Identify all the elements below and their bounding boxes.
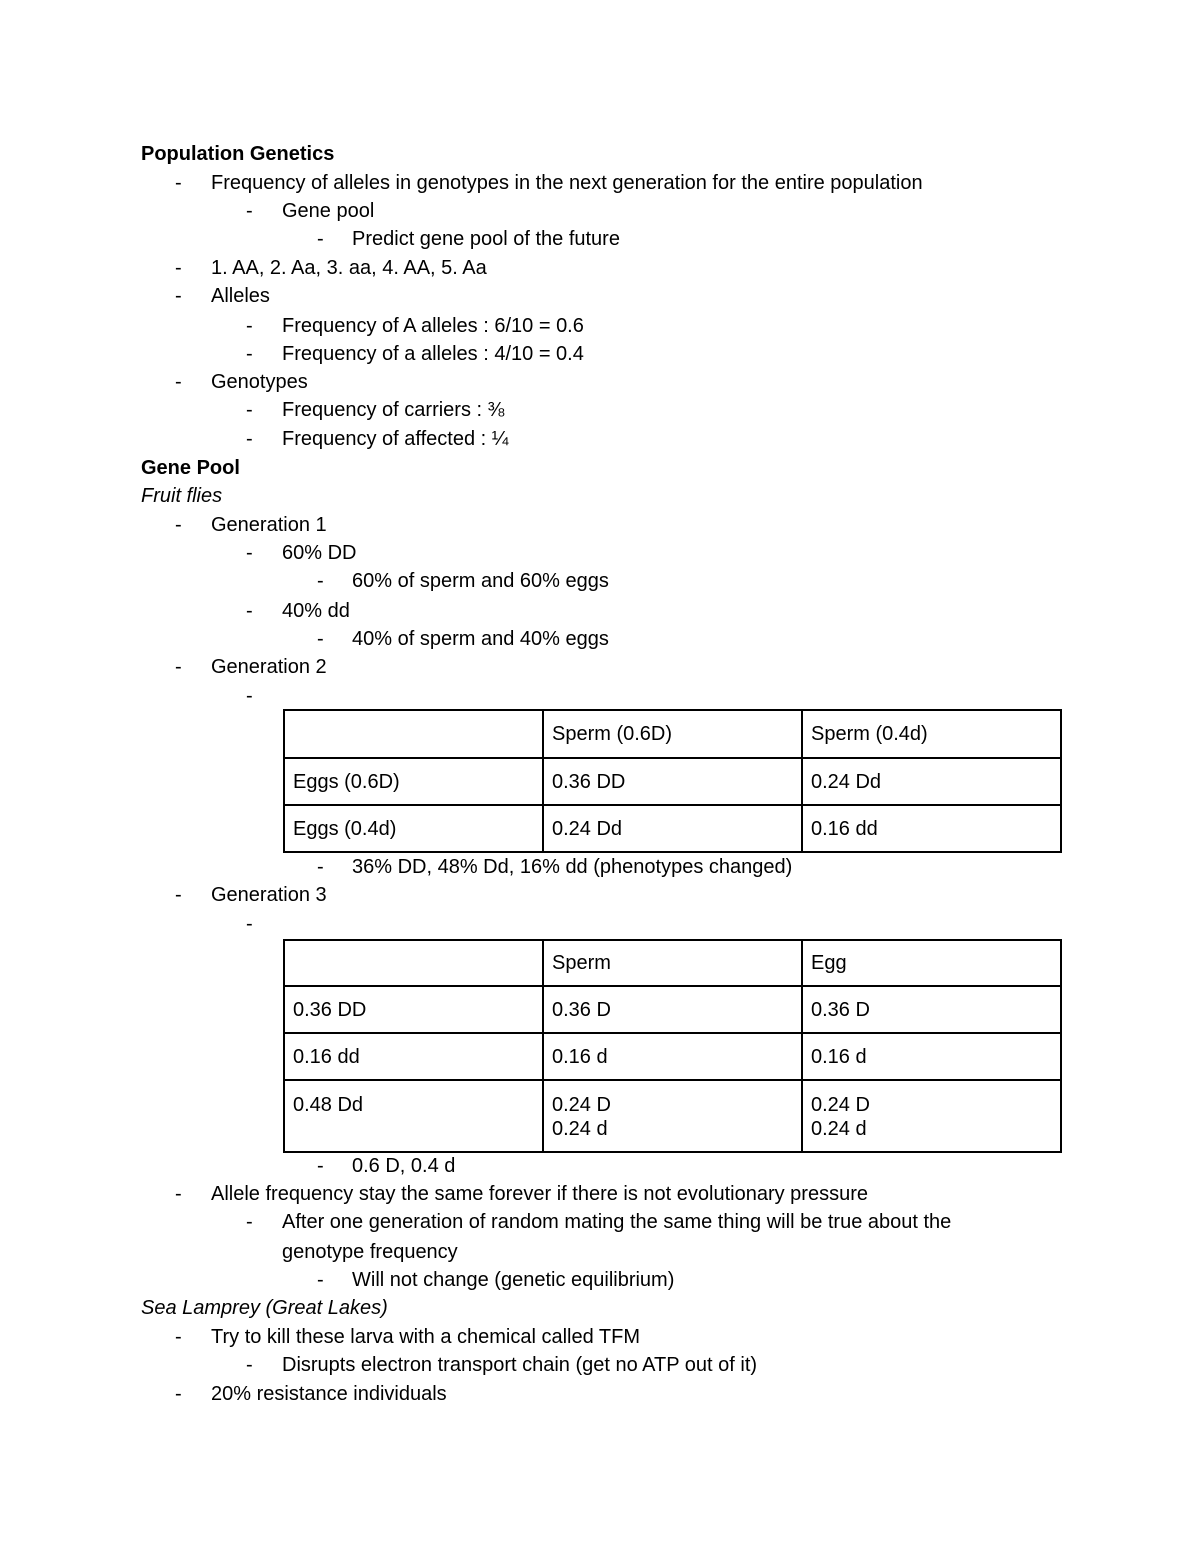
table-header-cell: Egg (802, 940, 1061, 986)
table-header-cell: Sperm (543, 940, 802, 986)
table-header-row (284, 940, 1061, 986)
table-cell: 0.16 d (802, 1033, 1061, 1080)
subheading-fruit-flies: Fruit flies (141, 485, 223, 507)
list-item: Frequency of A alleles : 6/10 = 0.6 (282, 315, 584, 337)
list-item: Disrupts electron transport chain (get no ATP out of it) (282, 1354, 758, 1376)
table-cell: 0.36 D (543, 986, 802, 1033)
list-item: Gene pool (282, 200, 375, 222)
punnett-table-generation-2 (283, 709, 1062, 853)
table-cell: Eggs (0.4d) (284, 805, 543, 852)
table-cell (543, 1080, 802, 1152)
table-cell: 0.16 dd (802, 805, 1061, 852)
list-item: Will not change (genetic equilibrium) (352, 1269, 675, 1291)
list-item: 40% of sperm and 40% eggs (352, 628, 609, 650)
list-item: 60% DD (282, 542, 357, 564)
table-header-cell: Sperm (0.4d) (802, 710, 1061, 758)
bullet-dash: - (175, 514, 182, 536)
table-cell (802, 1080, 1061, 1152)
heading-gene-pool: Gene Pool (141, 457, 240, 479)
table-cell: 0.36 DD (543, 758, 802, 805)
cell-line: 0.24 D (552, 1094, 611, 1116)
list-item: 60% of sperm and 60% eggs (352, 570, 609, 592)
table-row (284, 1033, 1061, 1080)
list-item: Frequency of a alleles : 4/10 = 0.4 (282, 343, 584, 365)
bullet-dash: - (246, 913, 253, 935)
list-item: Alleles (211, 285, 270, 307)
table-cell: 0.16 d (543, 1033, 802, 1080)
list-item: Generation 3 (211, 884, 327, 906)
table-cell: 0.36 D (802, 986, 1061, 1033)
subheading-sea-lamprey: Sea Lamprey (Great Lakes) (141, 1297, 388, 1319)
table-row (284, 805, 1061, 852)
bullet-dash: - (175, 172, 182, 194)
list-item: After one generation of random mating the same thing will be true about the (282, 1211, 952, 1233)
table-cell (284, 710, 543, 758)
bullet-dash: - (317, 228, 324, 250)
table-cell (284, 940, 543, 986)
bullet-dash: - (175, 371, 182, 393)
bullet-dash: - (246, 343, 253, 365)
table-row (284, 1080, 1061, 1152)
bullet-dash: - (246, 600, 253, 622)
bullet-dash: - (175, 1183, 182, 1205)
bullet-dash: - (246, 200, 253, 222)
table-cell: 0.16 dd (284, 1033, 543, 1080)
bullet-dash: - (175, 656, 182, 678)
list-item: 20% resistance individuals (211, 1383, 447, 1405)
bullet-dash: - (246, 685, 253, 707)
bullet-dash: - (175, 257, 182, 279)
bullet-dash: - (246, 428, 253, 450)
bullet-dash: - (246, 1354, 253, 1376)
heading-population-genetics: Population Genetics (141, 143, 335, 165)
bullet-dash: - (317, 570, 324, 592)
bullet-dash: - (175, 1326, 182, 1348)
list-item: Frequency of carriers : ⅜ (282, 399, 505, 421)
bullet-dash: - (317, 628, 324, 650)
bullet-dash: - (175, 884, 182, 906)
punnett-table-generation-3 (283, 939, 1062, 1153)
table-cell: 0.24 Dd (543, 805, 802, 852)
table-row (284, 986, 1061, 1033)
table-cell: 0.48 Dd (284, 1080, 543, 1152)
list-item: 1. AA, 2. Aa, 3. aa, 4. AA, 5. Aa (211, 257, 487, 279)
list-item: 36% DD, 48% Dd, 16% dd (phenotypes changed) (352, 856, 793, 878)
table-cell: Eggs (0.6D) (284, 758, 543, 805)
table-row (284, 758, 1061, 805)
bullet-dash: - (246, 542, 253, 564)
bullet-dash: - (317, 856, 324, 878)
bullet-dash: - (317, 1269, 324, 1291)
list-item: 40% dd (282, 600, 350, 622)
bullet-dash: - (246, 1211, 253, 1233)
list-item: Try to kill these larva with a chemical called TFM (211, 1326, 641, 1348)
bullet-dash: - (246, 399, 253, 421)
list-item: Generation 2 (211, 656, 327, 678)
list-item: 0.6 D, 0.4 d (352, 1155, 456, 1177)
table-header-row (284, 710, 1061, 758)
bullet-dash: - (175, 285, 182, 307)
table-cell: 0.36 DD (284, 986, 543, 1033)
list-item: Genotypes (211, 371, 308, 393)
table-header-cell: Sperm (0.6D) (543, 710, 802, 758)
list-item: Frequency of alleles in genotypes in the next generation for the entire population (211, 172, 923, 194)
cell-line: 0.24 d (552, 1118, 608, 1140)
cell-line: 0.24 d (811, 1118, 867, 1140)
bullet-dash: - (317, 1155, 324, 1177)
list-item: Frequency of affected : ¼ (282, 428, 509, 450)
bullet-dash: - (175, 1383, 182, 1405)
list-item: Predict gene pool of the future (352, 228, 620, 250)
list-item: Generation 1 (211, 514, 327, 536)
table-cell: 0.24 Dd (802, 758, 1061, 805)
list-item-continuation: genotype frequency (282, 1241, 458, 1263)
cell-line: 0.24 D (811, 1094, 870, 1116)
list-item: Allele frequency stay the same forever if there is not evolutionary pressure (211, 1183, 868, 1205)
bullet-dash: - (246, 315, 253, 337)
